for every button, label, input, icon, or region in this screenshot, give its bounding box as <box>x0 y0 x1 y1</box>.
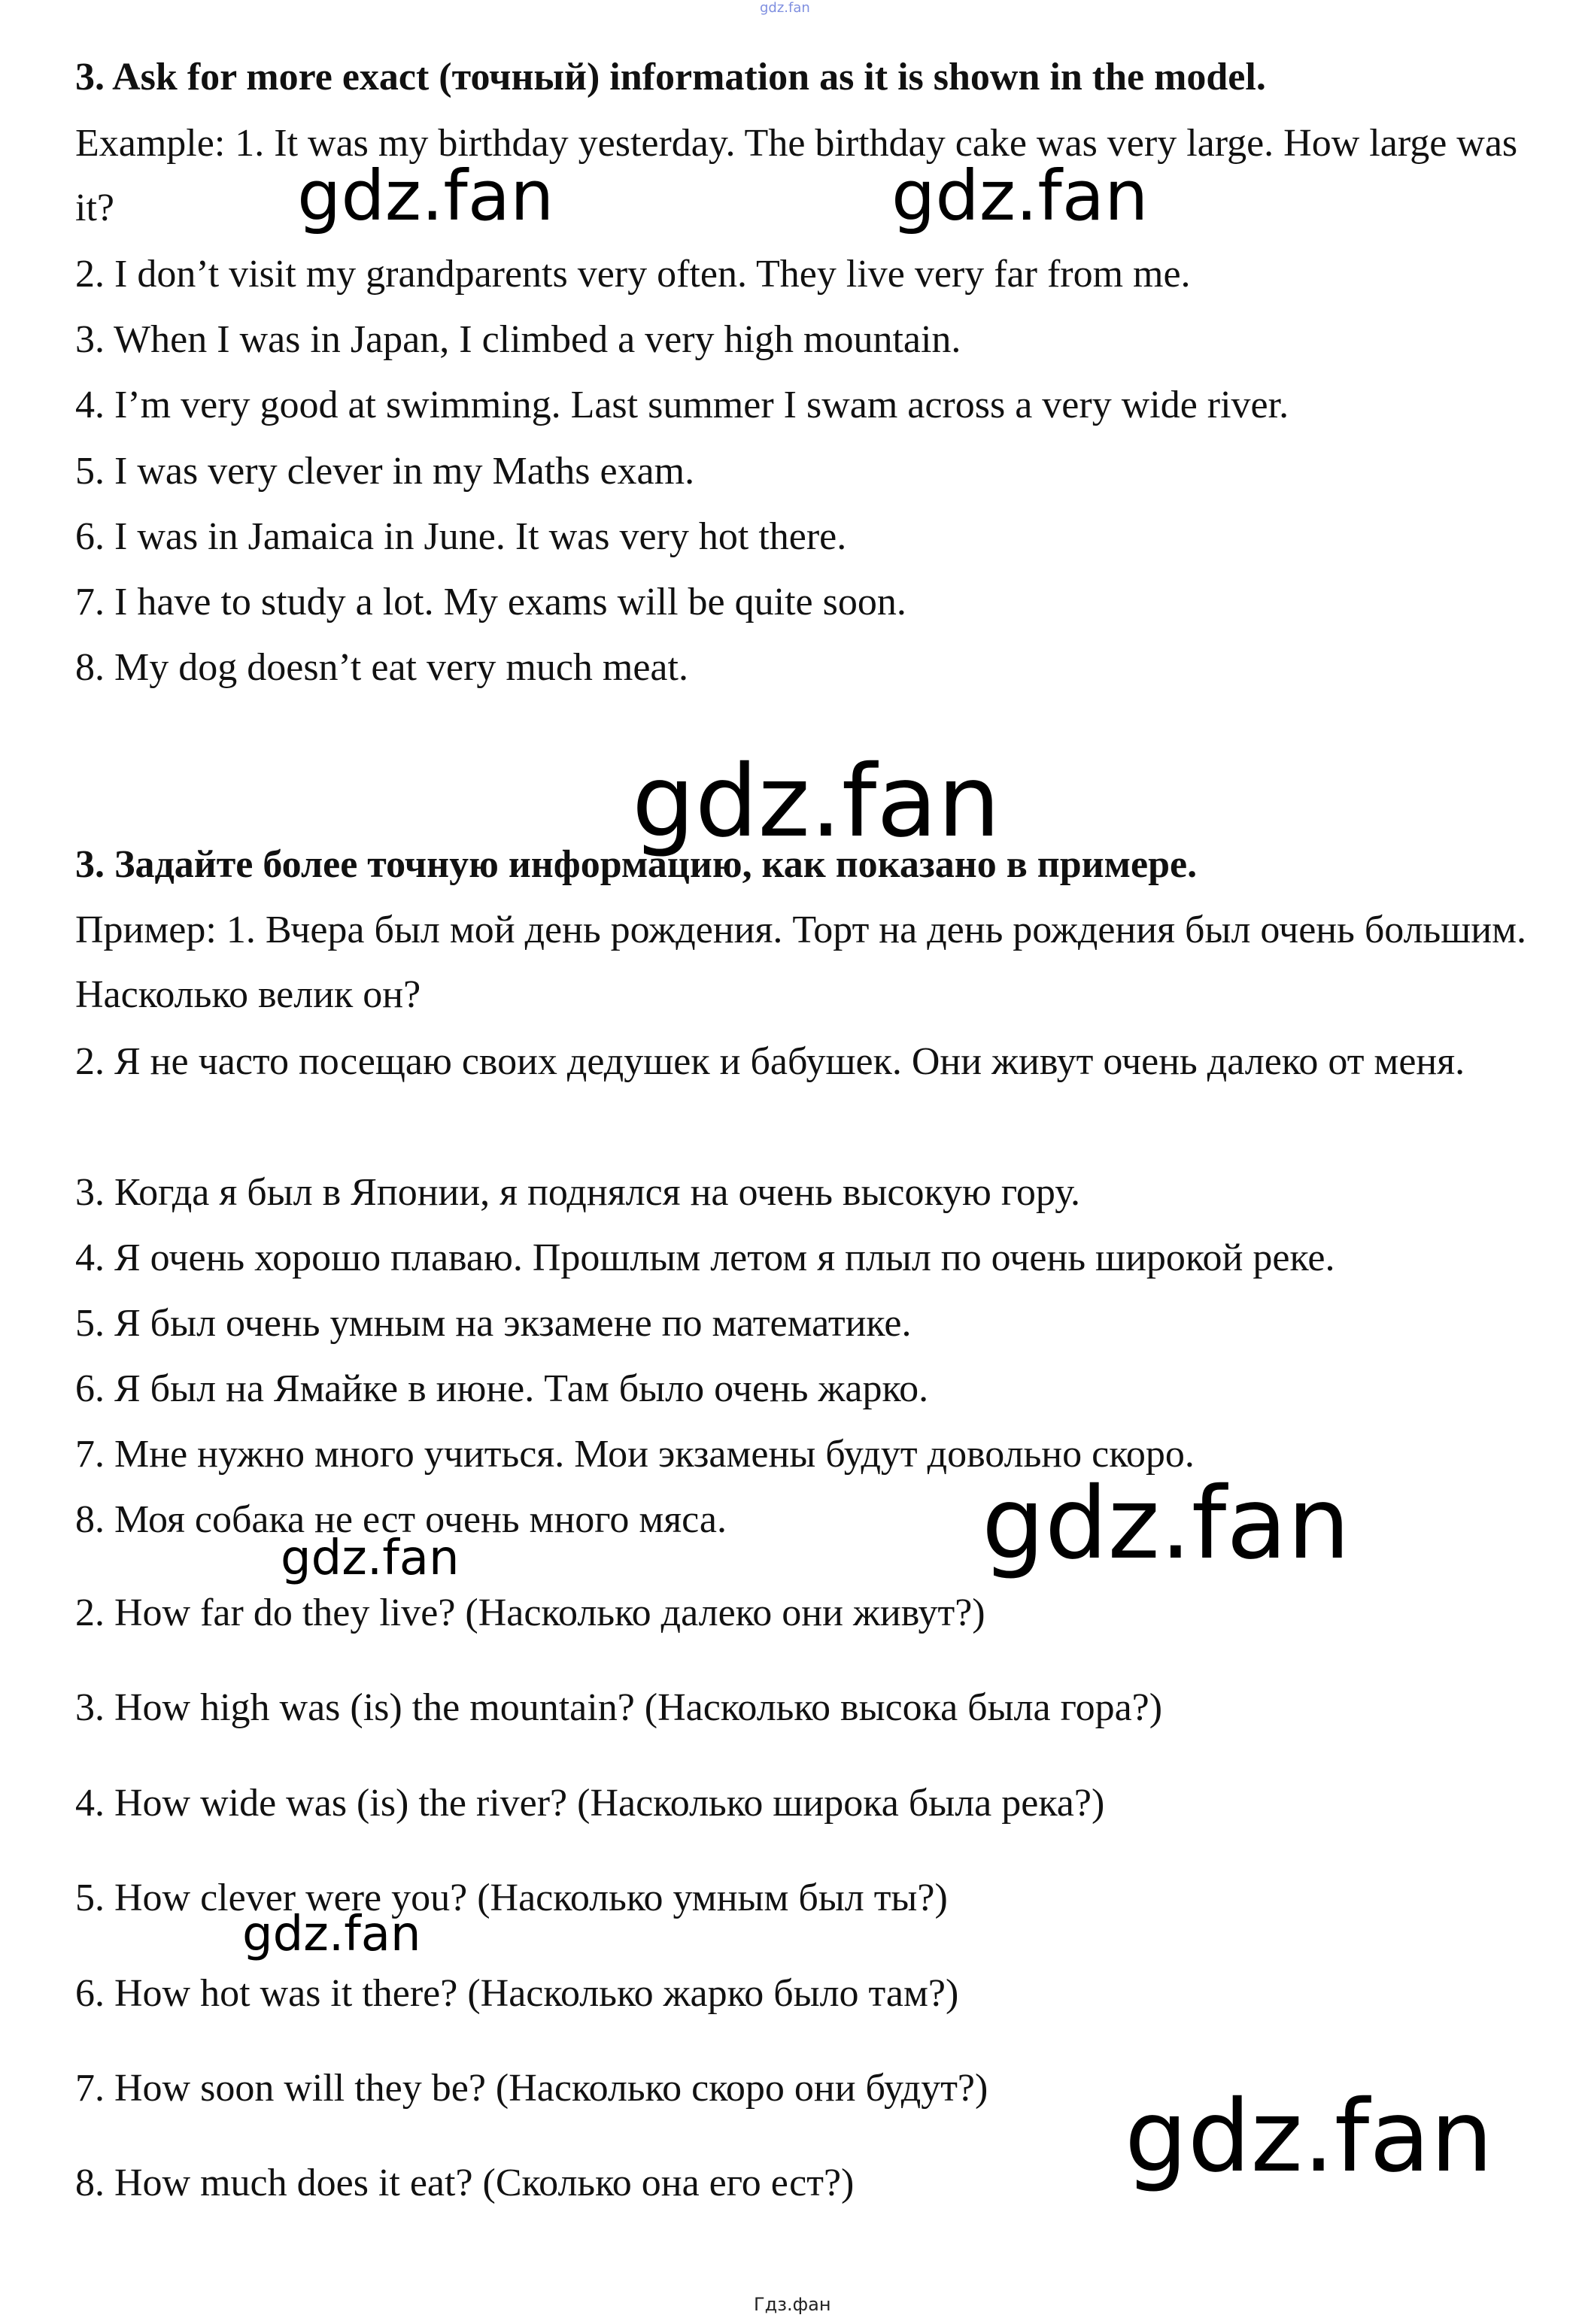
exercise-item-ru: 6. Я был на Ямайке в июне. Там было очень жарко. <box>75 1367 929 1410</box>
answer-item: 3. How high was (is) the mountain? (Насколько высока была гора?) <box>75 1686 1163 1729</box>
exercise-item-ru: 5. Я был очень умным на экзамене по математике. <box>75 1302 912 1345</box>
answer-item: 6. How hot was it there? (Насколько жарко было там?) <box>75 1972 959 2015</box>
exercise-heading-en: 3. Ask for more exact (точный) information as it is shown in the model. <box>75 56 1266 99</box>
exercise-item-en: 6. I was in Jamaica in June. It was very hot there. <box>75 515 847 558</box>
exercise-item-ru: 3. Когда я был в Японии, я поднялся на очень высокую гору. <box>75 1171 1081 1214</box>
watermark-answers-1: gdz.fan <box>281 1531 460 1586</box>
exercise-item-ru: 7. Мне нужно много учиться. Мои экзамены будут довольно скоро. <box>75 1433 1195 1476</box>
exercise-example-en: Example: 1. It was my birthday yesterday. The birthday cake was very large. How large was it? <box>75 122 1518 229</box>
exercise-item-en: 2. I don’t visit my grandparents very often. They live very far from me. <box>75 253 1191 296</box>
watermark-top: gdz.fan <box>760 0 810 16</box>
answer-item: 8. How much does it eat? (Сколько она его ест?) <box>75 2162 855 2204</box>
exercise-heading-ru: 3. Задайте более точную информацию, как показано в примере. <box>75 843 1198 886</box>
exercise-item-en: 3. When I was in Japan, I climbed a very high mountain. <box>75 318 961 361</box>
exercise-item-ru: 2. Я не часто посещаю своих дедушек и бабушек. Они живут очень далеко от меня. <box>75 1040 1465 1083</box>
exercise-item-en: 7. I have to study a lot. My exams will be quite soon. <box>75 581 906 623</box>
watermark-right: gdz.fan <box>982 1466 1350 1582</box>
exercise-item-en: 4. I’m very good at swimming. Last summer I swam across a very wide river. <box>75 384 1289 426</box>
exercise-example-ru: Пример: 1. Вчера был мой день рождения. Торт на день рождения был очень большим. Насколько велик он? <box>75 909 1527 1016</box>
answer-item: 7. How soon will they be? (Насколько скоро они будут?) <box>75 2067 988 2110</box>
watermark-inline-2: gdz.fan <box>891 156 1149 236</box>
answer-item: 2. How far do they live? (Насколько далеко они живут?) <box>75 1591 985 1634</box>
exercise-item-ru: 4. Я очень хорошо плаваю. Прошлым летом я плыл по очень широкой реке. <box>75 1236 1335 1279</box>
exercise-item-ru: 8. Моя собака не ест очень много мяса. <box>75 1498 727 1541</box>
answer-item: 5. How clever were you? (Насколько умным был ты?) <box>75 1876 948 1919</box>
watermark-middle: gdz.fan <box>632 744 1001 860</box>
watermark-inline-1: gdz.fan <box>297 156 554 236</box>
answer-item: 4. How wide was (is) the river? (Насколько широка была река?) <box>75 1782 1105 1825</box>
page-footer: Гдз.фан <box>754 2294 831 2315</box>
exercise-item-en: 8. My dog doesn’t eat very much meat. <box>75 646 688 689</box>
exercise-item-en: 5. I was very clever in my Maths exam. <box>75 450 695 493</box>
watermark-answers-2: gdz.fan <box>242 1907 421 1962</box>
watermark-bottom: gdz.fan <box>1125 2079 1493 2195</box>
